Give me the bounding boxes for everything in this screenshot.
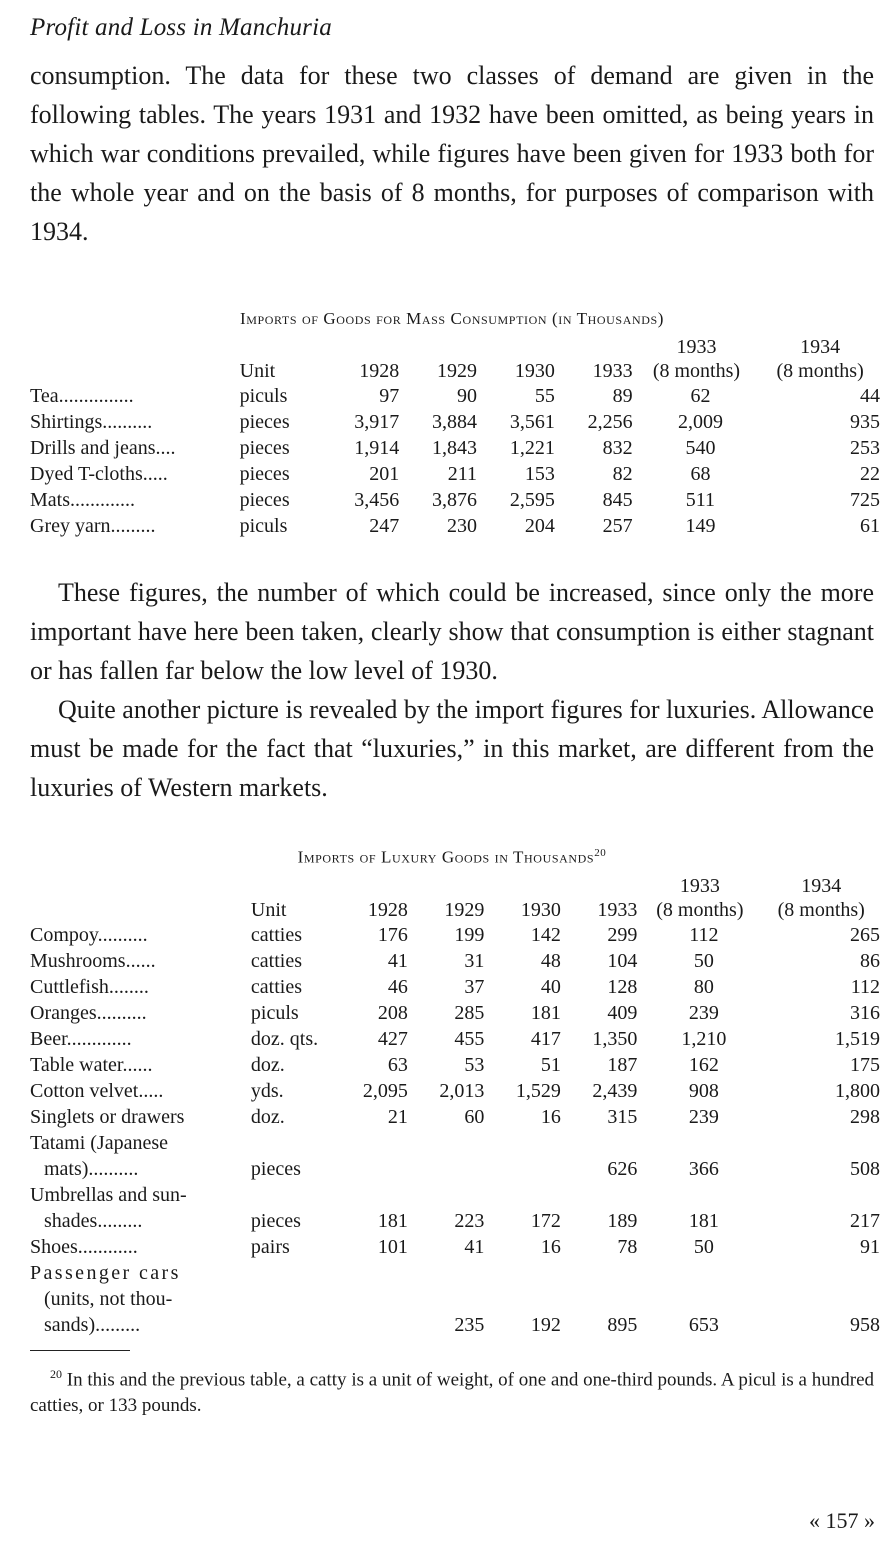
cell-1934-8m: 253 [850, 437, 880, 459]
cell-1933-8m: 62 [690, 385, 711, 407]
cell-1928: 101 [377, 1235, 408, 1258]
cell-1930: 16 [540, 1105, 561, 1128]
page [30, 14, 880, 1419]
cell-1930: 55 [534, 385, 555, 407]
table2-header-1928: 1928 [367, 898, 408, 921]
cell-1933-8m: 181 [688, 1209, 719, 1232]
cell-1933: 2,256 [587, 411, 633, 433]
cell-1929: 223 [454, 1209, 485, 1232]
table1 [30, 335, 880, 539]
cell-1933-8m: 162 [688, 1053, 719, 1076]
table-row [30, 1260, 880, 1286]
table-row [30, 1182, 880, 1208]
row-label: Grey yarn......... [30, 515, 156, 537]
footnote-marker: 20 [50, 1366, 62, 1381]
cell-1934-8m: 44 [860, 385, 880, 407]
cell-1928: 63 [387, 1053, 408, 1076]
cell-1928: 208 [377, 1001, 408, 1024]
row-unit: piculs [239, 515, 288, 537]
cell-1934-8m: 508 [850, 1157, 880, 1180]
table-row [30, 409, 880, 435]
table-row [30, 974, 880, 1000]
row-unit: piculs [250, 1001, 299, 1024]
cell-1933-8m: 908 [688, 1079, 719, 1102]
table-row [30, 1078, 880, 1104]
table2-header-1930: 1930 [520, 898, 561, 921]
row-unit: pieces [239, 489, 290, 511]
cell-1930: 192 [530, 1313, 561, 1336]
cell-1933-8m: 511 [685, 489, 716, 511]
cell-1934-8m: 175 [850, 1053, 880, 1076]
cell-1934-8m: 316 [850, 1001, 880, 1024]
cell-1933-8m: 50 [693, 1235, 714, 1258]
cell-1933: 189 [607, 1209, 638, 1232]
table1-header-1933: 1933 [592, 360, 633, 382]
cell-1929: 455 [454, 1027, 485, 1050]
cell-1933-8m: 149 [685, 515, 716, 537]
cell-1933: 832 [602, 437, 633, 459]
cell-1933: 128 [607, 975, 638, 998]
table-row [30, 1208, 880, 1234]
cell-1933: 82 [612, 463, 633, 485]
cell-1934-8m: 91 [860, 1235, 880, 1258]
table-row [30, 948, 880, 974]
row-label: Oranges.......... [30, 1001, 147, 1024]
row-label: Table water...... [30, 1053, 153, 1076]
paragraph-2: These figures, the number of which could be increased, since only the more important have here been taken, clearly show that consumption is either stagnant or has fallen far below the low level of 1930. [30, 578, 874, 685]
cell-1930: 51 [540, 1053, 561, 1076]
table-row [30, 1234, 880, 1260]
cell-1928: 97 [379, 385, 400, 407]
cell-1928: 201 [369, 463, 400, 485]
cell-1934-8m: 958 [850, 1313, 880, 1336]
row-unit: catties [250, 923, 302, 946]
footnote-text: In this and the previous table, a catty is a unit of weight, of one and one-third pounds. A picul is a hundred catties, or 133 pounds. [30, 1368, 875, 1416]
cell-1930: 16 [540, 1235, 561, 1258]
row-label: (units, not thou- [44, 1287, 173, 1310]
table1-header-1928: 1928 [359, 360, 400, 382]
row-unit: catties [250, 975, 302, 998]
paragraph-1: consumption. The data for these two classes of demand are given in the following tables. The years 1931 and 1932 have been omitted, as being years in which war conditions prevailed, while figures have been given for 1933 both for the whole year and on the basis of 8 months, for purposes of comparison with 1934. [30, 61, 874, 246]
row-label: Cotton velvet..... [30, 1079, 164, 1102]
cell-1929: 53 [464, 1053, 485, 1076]
cell-1934-8m: 1,800 [835, 1079, 880, 1102]
table-row [30, 1312, 880, 1338]
table1-header-unit: Unit [239, 360, 276, 382]
cell-1930: 181 [530, 1001, 561, 1024]
cell-1933: 626 [607, 1157, 638, 1180]
cell-1929: 60 [464, 1105, 485, 1128]
row-unit: yds. [250, 1079, 284, 1102]
cell-1934-8m: 1,519 [835, 1027, 880, 1050]
cell-1933-8m: 366 [688, 1157, 719, 1180]
row-label: Mushrooms...... [30, 949, 156, 972]
table1-header-1930: 1930 [514, 360, 555, 382]
table2-header [30, 874, 880, 922]
cell-1929: 41 [464, 1235, 485, 1258]
cell-1930: 417 [530, 1027, 561, 1050]
row-label: sands)......... [44, 1313, 141, 1336]
row-unit: pieces [239, 437, 290, 459]
table1-header-1929: 1929 [437, 360, 478, 382]
cell-1933-8m: 653 [688, 1313, 719, 1336]
running-head: Profit and Loss in Manchuria [30, 14, 332, 41]
table1-header-1933-8m: 1933 (8 months) [652, 336, 741, 382]
cell-1933: 187 [607, 1053, 638, 1076]
row-unit: doz. [250, 1105, 285, 1128]
cell-1930: 3,561 [509, 411, 555, 433]
cell-1928: 1,914 [354, 437, 400, 459]
row-label: Umbrellas and sun- [30, 1183, 187, 1206]
table-row [30, 1104, 880, 1130]
cell-1928: 176 [377, 923, 408, 946]
page-number: « 157 » [809, 1508, 875, 1533]
row-label: Tatami (Japanese [30, 1131, 168, 1154]
cell-1934-8m: 298 [850, 1105, 880, 1128]
row-label: Shirtings.......... [30, 411, 153, 433]
table-row [30, 487, 880, 513]
cell-1933-8m: 50 [693, 949, 714, 972]
row-unit: pieces [239, 411, 290, 433]
cell-1933-8m: 239 [688, 1001, 719, 1024]
table-row [30, 922, 880, 948]
cell-1928: 41 [387, 949, 408, 972]
row-label: Compoy.......... [30, 923, 148, 946]
cell-1930: 1,529 [515, 1079, 561, 1102]
cell-1929: 90 [457, 385, 478, 407]
cell-1933: 257 [602, 515, 633, 537]
cell-1934-8m: 61 [860, 515, 880, 537]
table2-title: Imports of Luxury Goods in Thousands$^{20}$ [297, 847, 607, 867]
cell-1933: 89 [612, 385, 633, 407]
row-label: Cuttlefish........ [30, 975, 149, 998]
cell-1930: 142 [530, 923, 561, 946]
cell-1933: 104 [607, 949, 638, 972]
table-row [30, 383, 880, 409]
row-label: Beer............. [30, 1027, 132, 1050]
cell-1928: 2,095 [362, 1079, 408, 1102]
cell-1933-8m: 2,009 [677, 411, 723, 433]
cell-1933-8m: 68 [690, 463, 711, 485]
row-label: shades......... [44, 1209, 143, 1232]
table2-header-1929: 1929 [444, 898, 485, 921]
table2-header-1933-8m: 1933 (8 months) [656, 874, 744, 921]
cell-1933: 895 [607, 1313, 638, 1336]
table2-title-note: 20 [594, 847, 607, 859]
table-row [30, 513, 880, 539]
cell-1933-8m: 1,210 [681, 1027, 727, 1050]
table-row [30, 1026, 880, 1052]
table-row [30, 461, 880, 487]
cell-1934-8m: 112 [850, 975, 880, 998]
cell-1928: 21 [387, 1105, 408, 1128]
cell-1934-8m: 725 [850, 489, 880, 511]
row-label: Shoes............ [30, 1235, 138, 1258]
table-row [30, 1286, 880, 1312]
cell-1933: 78 [617, 1235, 638, 1258]
cell-1929: 285 [454, 1001, 485, 1024]
cell-1930: 48 [540, 949, 561, 972]
cell-1933: 315 [607, 1105, 638, 1128]
cell-1934-8m: 86 [860, 949, 880, 972]
row-unit: catties [250, 949, 302, 972]
cell-1933: 2,439 [592, 1079, 638, 1102]
cell-1930: 172 [530, 1209, 561, 1232]
footnote-rule [30, 1350, 130, 1351]
cell-1928: 3,456 [354, 489, 400, 511]
row-label: Singlets or drawers [30, 1105, 185, 1128]
table-row [30, 1130, 880, 1156]
row-unit: pieces [250, 1157, 301, 1180]
cell-1928: 3,917 [354, 411, 400, 433]
footnote [30, 1361, 874, 1419]
cell-1933: 1,350 [592, 1027, 638, 1050]
cell-1929: 2,013 [439, 1079, 485, 1102]
table-row [30, 1000, 880, 1026]
table-row [30, 1156, 880, 1182]
table-row [30, 1052, 880, 1078]
cell-1934-8m: 935 [850, 411, 880, 433]
table2-header-1933: 1933 [597, 898, 638, 921]
cell-1934-8m: 265 [850, 923, 880, 946]
table1-title: Imports of Goods for Mass Consumption (in Thousands) [239, 309, 665, 328]
cell-1929: 31 [464, 949, 485, 972]
cell-1930: 2,595 [509, 489, 555, 511]
row-unit: piculs [239, 385, 288, 407]
cell-1934-8m: 22 [860, 463, 880, 485]
row-unit: pieces [250, 1209, 301, 1232]
table1-header [30, 335, 880, 383]
table1-header-1934-8m: 1934 (8 months) [776, 336, 864, 382]
cell-1928: 46 [387, 975, 408, 998]
cell-1929: 3,884 [432, 411, 478, 433]
row-unit: pieces [239, 463, 290, 485]
cell-1933-8m: 80 [693, 975, 714, 998]
row-label: Drills and jeans.... [30, 437, 176, 459]
cell-1929: 37 [464, 975, 485, 998]
cell-1933-8m: 540 [685, 437, 716, 459]
cell-1928: 427 [377, 1027, 408, 1050]
row-unit: doz. qts. [250, 1027, 319, 1050]
cell-1929: 230 [447, 515, 478, 537]
cell-1933-8m: 112 [689, 923, 719, 946]
table2-header-unit: Unit [250, 898, 287, 921]
cell-1929: 211 [447, 463, 478, 485]
cell-1929: 199 [454, 923, 485, 946]
row-label: Dyed T-cloths..... [30, 463, 168, 485]
cell-1933: 299 [607, 923, 638, 946]
cell-1934-8m: 217 [850, 1209, 880, 1232]
paragraph-3: Quite another picture is revealed by the import figures for luxuries. Allowance must be made for the fact that “luxuries,” in this market, are different from the luxuries of Western markets. [30, 695, 874, 802]
cell-1929: 235 [454, 1313, 485, 1336]
row-label: Mats............. [30, 489, 135, 511]
cell-1928: 247 [369, 515, 400, 537]
cell-1928: 181 [377, 1209, 408, 1232]
table2 [30, 874, 880, 1338]
cell-1929: 1,843 [432, 437, 478, 459]
table2-header-1934-8m: 1934 (8 months) [777, 874, 865, 921]
cell-1930: 204 [524, 515, 555, 537]
cell-1933: 845 [602, 489, 633, 511]
cell-1933: 409 [607, 1001, 638, 1024]
row-label: Tea............... [30, 385, 134, 407]
cell-1933-8m: 239 [688, 1105, 719, 1128]
cell-1930: 1,221 [509, 437, 555, 459]
row-unit: pairs [250, 1235, 290, 1258]
row-label: Passenger cars [30, 1261, 181, 1284]
cell-1930: 153 [524, 463, 555, 485]
cell-1930: 40 [540, 975, 561, 998]
cell-1929: 3,876 [432, 489, 478, 511]
row-unit: doz. [250, 1053, 285, 1076]
table-row [30, 435, 880, 461]
row-label: mats).......... [44, 1157, 139, 1180]
